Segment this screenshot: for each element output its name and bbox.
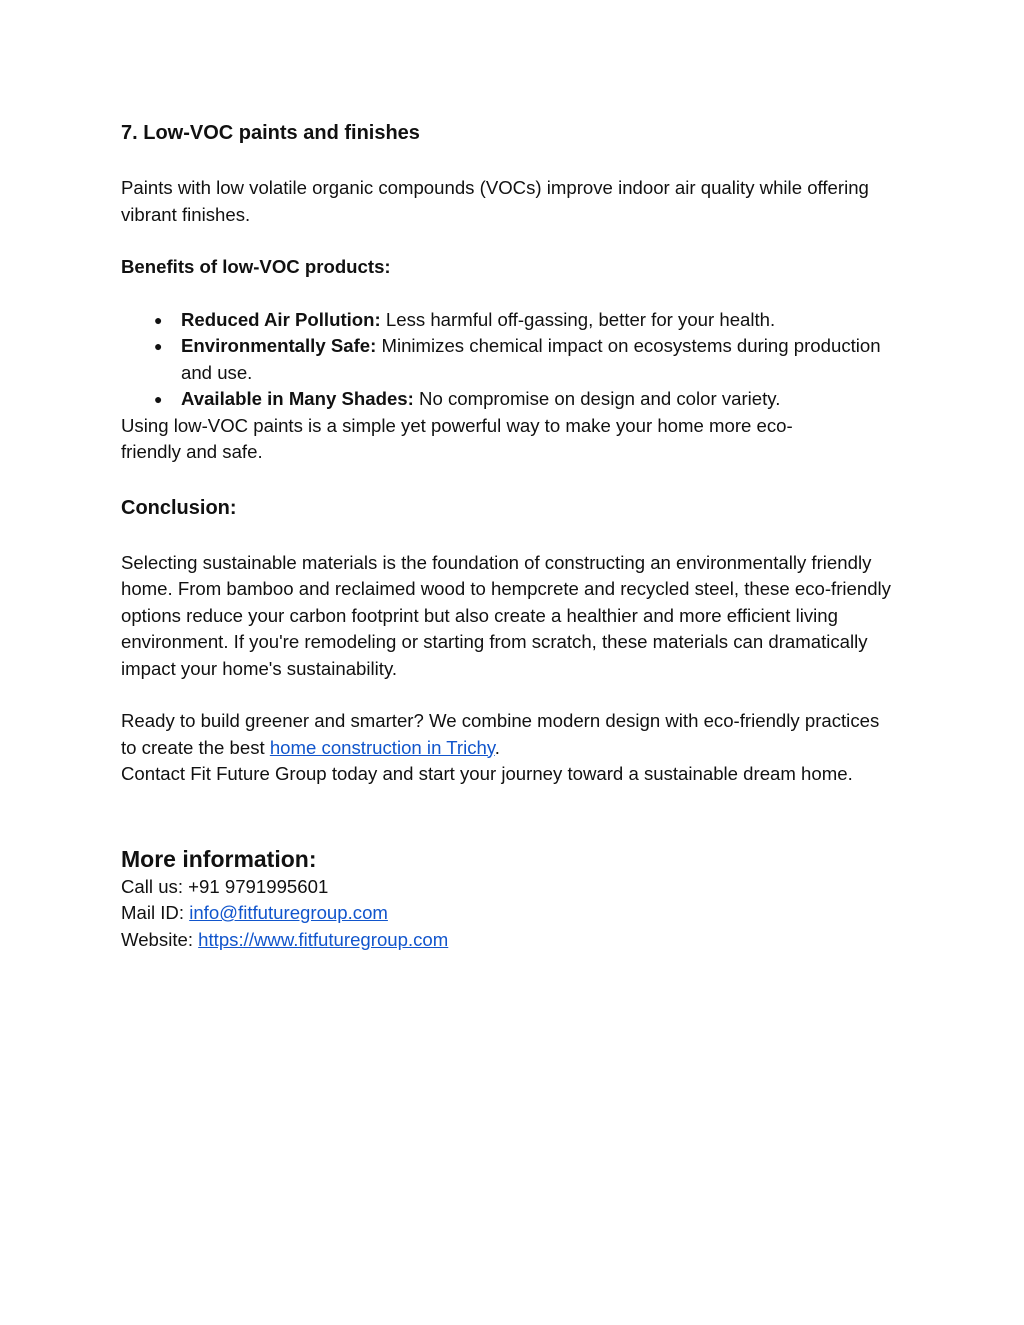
website-label: Website: bbox=[121, 928, 199, 950]
benefits-list bbox=[121, 307, 891, 413]
bullet-icon: ● bbox=[154, 311, 163, 328]
benefit-text: Minimizes chemical impact on ecosystems during production and use. bbox=[181, 335, 881, 383]
website-link[interactable]: https://www.fitfuturegroup.com bbox=[198, 928, 449, 950]
website-line bbox=[121, 927, 891, 954]
benefit-text: No compromise on design and color variety. bbox=[413, 388, 781, 409]
mail-line bbox=[121, 900, 891, 927]
list-item bbox=[154, 307, 891, 334]
benefit-term: Environmentally Safe: bbox=[181, 335, 377, 356]
contact-line: Contact Fit Future Group today and start your journey toward a sustainable dream home. bbox=[121, 763, 853, 784]
document-page bbox=[121, 118, 891, 953]
call-label: Call us: bbox=[121, 875, 189, 897]
section-intro: Paints with low volatile organic compounds (VOCs) improve indoor air quality while offering vibrant finishes. bbox=[121, 177, 869, 225]
bullet-icon: ● bbox=[154, 391, 163, 407]
conclusion-paragraph: Selecting sustainable materials is the foundation of constructing an environmentally friendly home. From bamboo and reclaimed wood to hempcrete and recycled steel, these eco-friendly options reduce your carbon footprint but also create a healthier and more efficient living environment. If you're remodeling or starting from scratch, these materials can dramatically impact your home's sustainability. bbox=[121, 551, 891, 679]
phone-number: +91 9791995601 bbox=[188, 875, 329, 897]
list-item bbox=[154, 386, 891, 413]
home-construction-link[interactable]: home construction in Trichy bbox=[269, 736, 495, 758]
conclusion-cta bbox=[121, 708, 891, 761]
cta-text: Ready to build greener and smarter? We combine modern design with eco-friendly practices to create the best bbox=[121, 710, 880, 758]
benefit-term: Reduced Air Pollution: bbox=[181, 308, 381, 330]
more-info-heading: More information: bbox=[121, 845, 317, 872]
benefits-heading: Benefits of low-VOC products: bbox=[121, 256, 391, 277]
conclusion-heading: Conclusion: bbox=[121, 496, 237, 519]
section-heading: 7. Low-VOC paints and finishes bbox=[121, 122, 420, 144]
benefit-term: Available in Many Shades: bbox=[181, 388, 414, 409]
bullet-icon: ● bbox=[154, 338, 163, 354]
cta-text-end: . bbox=[494, 736, 500, 758]
list-item bbox=[154, 333, 891, 386]
call-line bbox=[121, 874, 891, 901]
email-link[interactable]: info@fitfuturegroup.com bbox=[189, 902, 388, 923]
mail-label: Mail ID: bbox=[121, 902, 190, 923]
benefit-text: Less harmful off-gassing, better for your health. bbox=[380, 308, 776, 330]
section-closing: Using low-VOC paints is a simple yet powerful way to make your home more eco-friendly and safe. bbox=[121, 414, 793, 462]
